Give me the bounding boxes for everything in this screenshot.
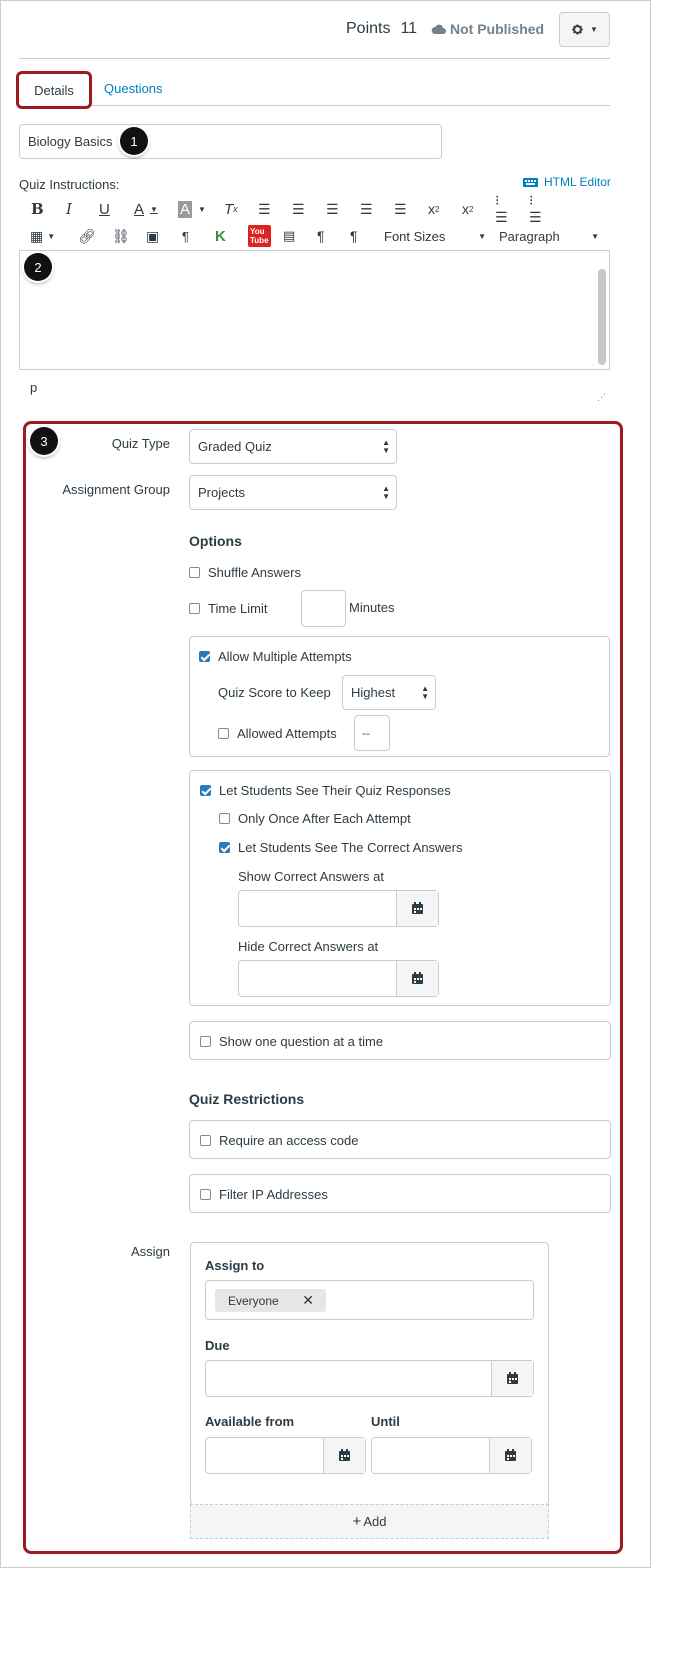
only-once-label: Only Once After Each Attempt xyxy=(238,811,411,826)
assignment-group-value: Projects xyxy=(198,485,245,500)
until-label: Until xyxy=(371,1414,400,1429)
italic-icon[interactable]: I xyxy=(66,200,72,218)
assignment-group-label: Assignment Group xyxy=(62,482,170,497)
allow-multiple-attempts-checkbox[interactable] xyxy=(199,651,210,662)
time-limit-label: Time Limit xyxy=(208,601,268,616)
rtl-icon[interactable]: ¶ xyxy=(350,228,358,244)
chevron-down-icon: ▼ xyxy=(590,25,598,34)
plus-icon: + xyxy=(352,1513,362,1530)
align-center-icon[interactable]: ☰ xyxy=(292,200,305,217)
only-once-checkbox[interactable] xyxy=(219,813,230,824)
calendar-icon[interactable] xyxy=(489,1438,531,1473)
see-correct-answers-label: Let Students See The Correct Answers xyxy=(238,840,463,855)
allowed-attempts-checkbox[interactable] xyxy=(218,728,229,739)
available-from-label: Available from xyxy=(205,1414,295,1429)
media-icon[interactable]: ▤ xyxy=(283,228,296,243)
shuffle-answers-option[interactable] xyxy=(189,565,301,580)
one-question-checkbox[interactable] xyxy=(200,1036,211,1047)
one-question-option[interactable] xyxy=(200,1034,383,1049)
see-responses-checkbox[interactable] xyxy=(200,785,211,796)
access-code-option[interactable] xyxy=(200,1133,358,1148)
updown-arrows-icon: ▲ ▼ xyxy=(421,684,429,701)
everyone-chip xyxy=(215,1289,326,1312)
cloud-icon xyxy=(431,24,446,35)
until-date-input[interactable] xyxy=(371,1437,532,1474)
pilcrow-icon[interactable]: ¶ xyxy=(182,228,189,244)
assignment-group-select[interactable] xyxy=(189,475,397,510)
paragraph-dropdown[interactable] xyxy=(499,229,599,244)
youtube-icon[interactable]: You Tube xyxy=(250,227,269,245)
shuffle-answers-label: Shuffle Answers xyxy=(208,565,301,580)
superscript-icon[interactable]: x 2 xyxy=(428,201,440,217)
score-to-keep-value: Highest xyxy=(351,685,396,700)
allow-multiple-attempts-option[interactable] xyxy=(199,649,352,664)
font-sizes-label: Font Sizes xyxy=(384,228,446,244)
publish-status-label: Not Published xyxy=(450,21,545,37)
points-value: 11 xyxy=(400,20,418,37)
callout-1: 1 xyxy=(120,127,148,155)
filter-ip-option[interactable] xyxy=(200,1187,328,1202)
image-icon[interactable]: ▣ xyxy=(146,227,160,244)
access-code-checkbox[interactable] xyxy=(200,1135,211,1146)
score-to-keep-label: Quiz Score to Keep xyxy=(218,685,331,700)
assign-to-label: Assign to xyxy=(205,1258,265,1273)
settings-menu-button[interactable] xyxy=(559,12,610,47)
subscript-icon[interactable]: x 2 xyxy=(462,201,474,217)
assign-to-input[interactable] xyxy=(205,1280,534,1320)
see-responses-option[interactable] xyxy=(200,783,451,798)
close-icon[interactable]: ✕ xyxy=(302,1292,314,1308)
time-limit-input[interactable] xyxy=(301,590,346,627)
unlink-icon[interactable]: ⛓︎ xyxy=(112,227,130,244)
shuffle-answers-checkbox[interactable] xyxy=(189,567,200,578)
allow-multiple-attempts-label: Allow Multiple Attempts xyxy=(218,649,352,664)
assign-label: Assign xyxy=(130,1244,170,1259)
everyone-chip-label: Everyone xyxy=(228,1293,279,1308)
rich-text-editor[interactable] xyxy=(19,250,610,370)
ltr-icon[interactable]: ¶ xyxy=(317,228,325,244)
minutes-label: Minutes xyxy=(349,600,395,615)
access-code-label: Require an access code xyxy=(219,1133,359,1148)
calendar-icon[interactable] xyxy=(396,891,438,926)
font-sizes-dropdown[interactable] xyxy=(384,229,486,244)
one-question-label: Show one question at a time xyxy=(219,1034,384,1049)
tab-questions[interactable]: Questions xyxy=(104,81,163,96)
bullet-list-icon[interactable]: ⁝☰ xyxy=(495,192,508,225)
editor-scrollbar[interactable] xyxy=(598,269,606,365)
tabs-divider xyxy=(19,105,610,106)
hide-correct-answers-at-label: Hide Correct Answers at xyxy=(238,939,379,954)
gear-icon xyxy=(571,23,584,36)
chevron-down-icon: ▼ xyxy=(591,231,599,241)
see-correct-answers-option[interactable] xyxy=(219,840,463,855)
due-date-input[interactable] xyxy=(205,1360,534,1397)
points-label: Points xyxy=(346,20,391,37)
table-icon[interactable]: ▦ ▼ xyxy=(30,227,56,244)
quiz-restrictions-heading: Quiz Restrictions xyxy=(189,1091,305,1107)
bold-icon[interactable]: B xyxy=(31,200,44,218)
tab-details[interactable] xyxy=(16,71,92,109)
allowed-attempts-option[interactable] xyxy=(218,726,337,741)
calendar-icon[interactable] xyxy=(491,1361,533,1396)
show-correct-answers-at-label: Show Correct Answers at xyxy=(238,869,384,884)
calendar-icon[interactable] xyxy=(396,961,438,996)
link-icon[interactable]: 🔗︎ xyxy=(78,227,96,244)
time-limit-checkbox[interactable] xyxy=(189,603,200,614)
kaltura-icon[interactable]: K xyxy=(215,227,226,245)
tab-details-label: Details xyxy=(34,82,74,98)
calendar-icon[interactable] xyxy=(323,1438,365,1473)
allowed-attempts-input[interactable]: -- xyxy=(354,715,390,751)
html-editor-label: HTML Editor xyxy=(544,175,611,189)
time-limit-option[interactable] xyxy=(189,601,267,616)
quiz-type-select[interactable] xyxy=(189,429,397,464)
html-editor-link[interactable] xyxy=(523,175,611,189)
editor-status-path: p xyxy=(30,380,38,395)
points-display xyxy=(346,20,417,38)
callout-2: 2 xyxy=(24,253,52,281)
options-heading: Options xyxy=(189,533,242,549)
show-correct-answers-date-input[interactable] xyxy=(238,890,439,927)
text-color-icon[interactable]: A ▼ xyxy=(134,200,158,218)
outdent-icon[interactable]: ☰ xyxy=(360,200,373,217)
align-left-icon[interactable]: ☰ xyxy=(258,200,271,217)
header-divider xyxy=(19,58,610,59)
callout-3: 3 xyxy=(30,427,58,455)
background-color-icon[interactable]: A ▼ xyxy=(180,200,206,218)
add-label: Add xyxy=(363,1514,387,1529)
updown-arrows-icon: ▲ ▼ xyxy=(382,484,390,501)
resize-handle-icon[interactable]: ⋰ xyxy=(597,392,606,402)
quiz-instructions-label: Quiz Instructions: xyxy=(19,177,120,192)
add-assignment-button[interactable] xyxy=(190,1504,549,1539)
indent-icon[interactable]: ☰ xyxy=(394,200,407,217)
due-label: Due xyxy=(205,1338,230,1353)
see-correct-answers-checkbox[interactable] xyxy=(219,842,230,853)
publish-status xyxy=(431,21,544,37)
paragraph-label: Paragraph xyxy=(499,228,560,244)
score-to-keep-select[interactable] xyxy=(342,675,436,710)
underline-icon[interactable]: U xyxy=(99,200,110,218)
filter-ip-label: Filter IP Addresses xyxy=(219,1187,328,1202)
numbered-list-icon[interactable]: ⁝☰ xyxy=(529,192,542,225)
chevron-down-icon: ▼ xyxy=(478,231,486,241)
quiz-type-value: Graded Quiz xyxy=(198,439,272,454)
available-from-date-input[interactable] xyxy=(205,1437,366,1474)
updown-arrows-icon: ▲ ▼ xyxy=(382,438,390,455)
align-right-icon[interactable]: ☰ xyxy=(326,200,339,217)
see-responses-label: Let Students See Their Quiz Responses xyxy=(219,783,451,798)
quiz-title-input[interactable]: Biology Basics xyxy=(19,124,442,159)
keyboard-icon xyxy=(523,177,538,187)
filter-ip-checkbox[interactable] xyxy=(200,1189,211,1200)
clear-formatting-icon[interactable]: T x xyxy=(224,200,238,218)
allowed-attempts-label: Allowed Attempts xyxy=(237,726,337,741)
only-once-option[interactable] xyxy=(219,811,411,826)
quiz-type-label: Quiz Type xyxy=(111,436,170,451)
hide-correct-answers-date-input[interactable] xyxy=(238,960,439,997)
